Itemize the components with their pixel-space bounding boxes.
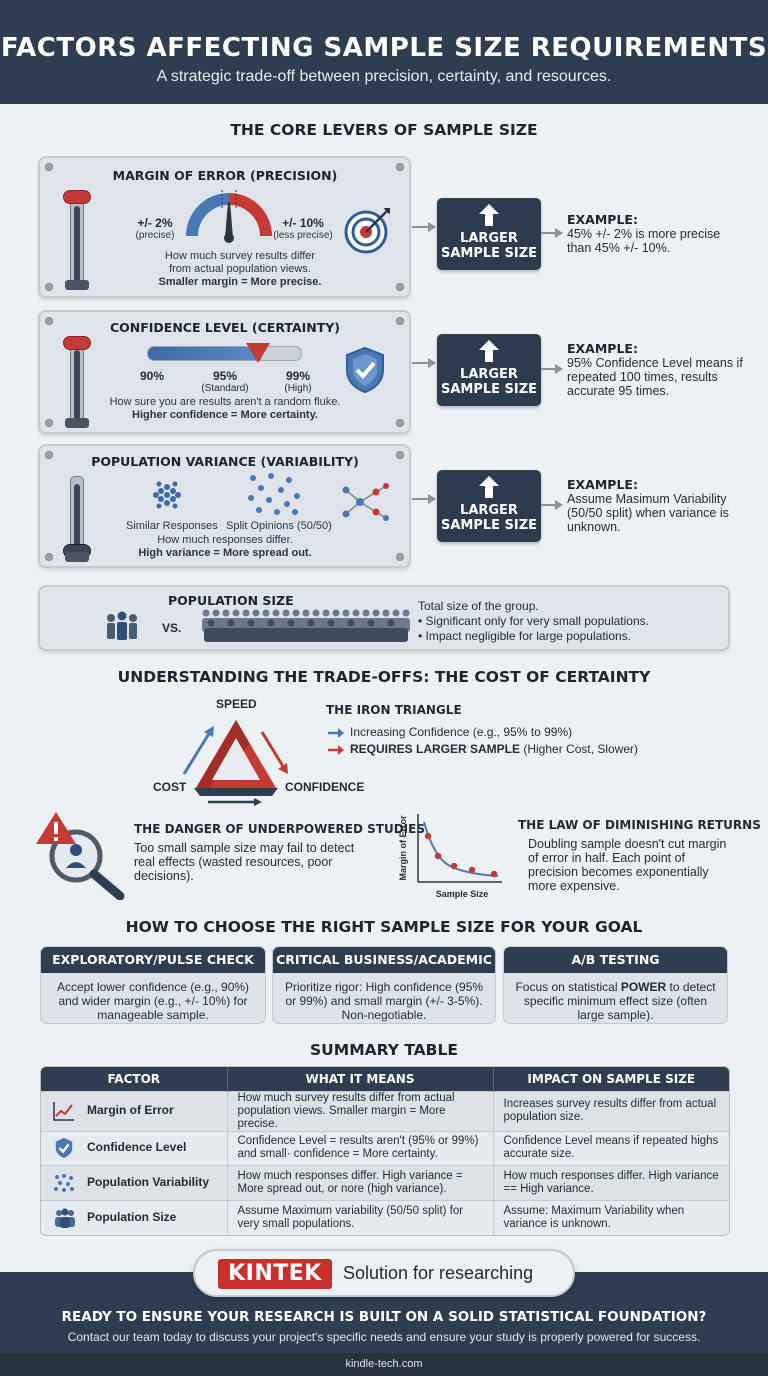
screw-icon	[396, 163, 404, 171]
confidence-slider	[147, 346, 302, 361]
factor-name: Confidence Level	[87, 1140, 187, 1155]
speed-label: SPEED	[216, 697, 257, 711]
footer-text: Contact our team today to discuss your project's specific needs and ensure your study is properly powered for success.	[67, 1330, 701, 1344]
table-cell: Assume: Maximum Variability when variance is unknown.	[493, 1200, 729, 1235]
larger-sample-box	[437, 198, 541, 270]
diminishing-returns-chart	[394, 810, 506, 902]
less-precise-note: (less precise)	[273, 230, 333, 241]
footer-url[interactable]: kindle-tech.com	[0, 1353, 768, 1376]
screw-icon	[45, 317, 53, 325]
confidence-95-note: (Standard)	[201, 383, 249, 394]
margin-desc-line: How much survey results differ	[164, 250, 316, 262]
example-label: EXAMPLE:	[567, 477, 638, 492]
small-group-icon	[104, 611, 140, 641]
confidence-level-card	[38, 310, 411, 434]
variance-card-title: POPULATION VARIANCE (VARIABILITY)	[91, 454, 359, 469]
screw-icon	[45, 283, 53, 291]
lever-icon	[62, 466, 92, 564]
arrow-right-icon	[541, 498, 563, 512]
table-cell: How much responses differ. High variance == High variance.	[493, 1166, 729, 1201]
goal-head: A/B TESTING	[504, 947, 727, 973]
goal-body: Accept lower confidence (e.g., 90%) and wider margin (e.g., +/- 10%) for manageable sample.	[56, 980, 250, 1022]
screw-icon	[396, 553, 404, 561]
law-title: THE LAW OF DIMINISHING RETURNS	[518, 818, 761, 832]
screw-icon	[45, 163, 53, 171]
variance-example-text: Assume Masimum Variability (50/50 split) when variance is unknown.	[567, 492, 729, 534]
lever-icon	[62, 188, 92, 292]
summary-table-wrapper	[40, 1066, 730, 1236]
goal-body-post: to detect specific minimum effect size (often large sample).	[523, 980, 716, 1022]
variance-desc-bold: High variance = More spread out.	[138, 547, 312, 559]
large-crowd-icon	[200, 607, 412, 643]
sample-size-label: SAMPLE SIZE	[440, 382, 538, 397]
precise-value: +/- 2%	[137, 216, 173, 230]
margin-desc-bold: Smaller margin = More precise.	[158, 276, 322, 288]
shield-check-icon	[344, 346, 386, 394]
table-cell: Increases survey results differ from actual population size.	[493, 1091, 729, 1131]
chart-x-label: Sample Size	[435, 889, 489, 899]
goal-body-pre: Focus on statistical	[515, 980, 621, 994]
arrow-right-icon	[412, 220, 436, 234]
split-opinions-label: Split Opinions (50/50)	[226, 520, 332, 532]
brand-tagline: Solution for researching	[343, 1263, 534, 1283]
table-row	[41, 1200, 729, 1235]
chart-y-label: Margin of Error	[398, 815, 408, 881]
similar-responses-label: Similar Responses	[126, 520, 218, 532]
factor-name: Margin of Error	[87, 1103, 174, 1118]
population-line: • Impact negligible for large populations.	[418, 629, 631, 643]
sample-size-label: SAMPLE SIZE	[440, 246, 538, 261]
up-arrow-icon	[479, 340, 499, 362]
danger-text: Too small sample size may fail to detect real effects (wasted resources, poor decisions).	[134, 841, 355, 883]
iron-line-2-rest: (Higher Cost, Slower)	[520, 742, 639, 756]
goal-body-bold: POWER	[620, 980, 667, 994]
goal-card-ab-testing	[503, 946, 728, 1024]
table-row	[41, 1091, 729, 1131]
iron-line-1: Increasing Confidence (e.g., 95% to 99%)	[350, 725, 573, 739]
confidence-99-note: (High)	[284, 383, 312, 394]
screw-icon	[45, 451, 53, 459]
table-row	[41, 1166, 729, 1201]
network-icon	[340, 482, 390, 522]
larger-label: LARGER	[460, 503, 518, 518]
gauge-icon	[184, 188, 274, 243]
screw-icon	[396, 317, 404, 325]
clustered-dots-icon	[148, 478, 186, 512]
goal-card-critical	[272, 946, 496, 1024]
levers-section-title: THE CORE LEVERS OF SAMPLE SIZE	[230, 121, 538, 139]
slider-marker-icon	[245, 342, 271, 364]
cost-label: COST	[153, 780, 187, 794]
larger-sample-box	[437, 470, 541, 542]
population-variance-card	[38, 444, 411, 568]
table-cell: How much responses differ. High variance = More spread out, or nore (high variance).	[227, 1166, 493, 1201]
confidence-example-text: 95% Confidence Level means if repeated 100 times, results accurate 95 times.	[567, 356, 743, 398]
confidence-card-title: CONFIDENCE LEVEL (CERTAINTY)	[109, 320, 341, 335]
iron-line-2-bold: REQUIRES LARGER SAMPLE	[350, 742, 521, 756]
header-banner	[0, 0, 768, 104]
less-precise-value: +/- 10%	[282, 216, 324, 230]
confidence-desc-line: How sure you are results aren't a random fluke.	[109, 396, 341, 408]
goal-body: Prioritize rigor: High confidence (95% or 99%) and small margin (+/- 3-5%). Non-negotiable.	[284, 980, 484, 1022]
confidence-90: 90%	[140, 369, 165, 383]
population-card-title: POPULATION SIZE	[168, 593, 294, 608]
up-arrow-icon	[479, 476, 499, 498]
margin-of-error-card	[38, 156, 411, 298]
danger-title: THE DANGER OF UNDERPOWERED STUDIES	[134, 822, 425, 836]
larger-label: LARGER	[460, 367, 518, 382]
factor-name: Population Variability	[87, 1174, 210, 1189]
population-size-card	[38, 585, 730, 651]
table-cell: Confidence Level means if repeated highs accurate size.	[493, 1131, 729, 1166]
screw-icon	[396, 419, 404, 427]
confidence-95: 95%	[212, 369, 238, 383]
vs-label: VS.	[162, 621, 182, 635]
table-cell: Confidence Level = results aren't (95% or 99%) and small· confidence = More certainty.	[227, 1131, 493, 1166]
factor-name: Population Size	[87, 1209, 177, 1224]
up-arrow-icon	[479, 204, 499, 226]
iron-triangle-icon	[180, 712, 296, 806]
larger-label: LARGER	[460, 231, 518, 246]
magnifier-warning-icon	[34, 810, 130, 900]
goal-card-exploratory	[40, 946, 266, 1024]
confidence-label: CONFIDENCE	[285, 780, 365, 794]
confidence-99: 99%	[285, 369, 311, 383]
arrow-right-icon	[541, 226, 563, 240]
table-header: WHAT IT MEANS	[227, 1067, 493, 1091]
table-cell: Assume Maximum variability (50/50 split) for very small populations.	[227, 1200, 493, 1235]
target-icon	[344, 206, 392, 254]
law-text: Doubling sample doesn't cut margin of error in half. Each point of precision becomes exponentially more expensive.	[528, 837, 727, 893]
table-row	[41, 1131, 729, 1166]
spread-dots-icon	[245, 472, 301, 516]
screw-icon	[396, 283, 404, 291]
variance-desc-line: How much responses differ.	[157, 534, 293, 546]
dots-icon	[53, 1173, 75, 1193]
page-title: FACTORS AFFECTING SAMPLE SIZE REQUIREMENTS	[0, 33, 768, 63]
summary-table	[41, 1067, 729, 1235]
sample-size-label: SAMPLE SIZE	[440, 518, 538, 533]
goals-section-title: HOW TO CHOOSE THE RIGHT SAMPLE SIZE FOR YOUR GOAL	[125, 918, 643, 936]
people-icon	[53, 1208, 77, 1228]
blue-arrow-icon	[328, 728, 344, 738]
table-header: IMPACT ON SAMPLE SIZE	[493, 1067, 729, 1091]
arrow-right-icon	[412, 492, 436, 506]
goal-head: CRITICAL BUSINESS/ACADEMIC	[273, 947, 495, 973]
margin-example-text: 45% +/- 2% is more precise than 45% +/- 10%.	[567, 227, 721, 255]
red-arrow-icon	[328, 745, 344, 755]
screw-icon	[45, 553, 53, 561]
precise-note: (precise)	[135, 230, 175, 241]
margin-card-title: MARGIN OF ERROR (PRECISION)	[112, 168, 338, 183]
goal-head: EXPLORATORY/PULSE CHECK	[41, 947, 265, 973]
screw-icon	[396, 451, 404, 459]
summary-section-title: SUMMARY TABLE	[310, 1041, 458, 1059]
table-cell: How much survey results differ from actual population views. Smaller margin = More precise.	[227, 1091, 493, 1131]
brand-pill	[193, 1249, 575, 1297]
example-label: EXAMPLE:	[567, 212, 638, 227]
page-subtitle: A strategic trade-off between precision, certainty, and resources.	[156, 68, 612, 85]
iron-triangle-title: THE IRON TRIANGLE	[326, 703, 462, 717]
tradeoffs-section-title: UNDERSTANDING THE TRADE-OFFS: THE COST OF CERTAINTY	[117, 668, 651, 686]
population-line: Total size of the group.	[418, 599, 539, 613]
larger-sample-box	[437, 334, 541, 406]
footer-cta: READY TO ENSURE YOUR RESEARCH IS BUILT ON A SOLID STATISTICAL FOUNDATION?	[61, 1309, 707, 1325]
lever-icon	[62, 332, 92, 430]
kintek-logo: KINTEK	[218, 1259, 332, 1289]
arrow-right-icon	[412, 356, 436, 370]
confidence-desc-bold: Higher confidence = More certainty.	[132, 409, 318, 421]
line-chart-icon	[53, 1101, 75, 1121]
arrow-right-icon	[541, 362, 563, 376]
shield-check-icon	[53, 1137, 75, 1159]
table-header: FACTOR	[41, 1067, 227, 1091]
population-line: • Significant only for very small populations.	[418, 614, 649, 628]
margin-desc-line: from actual population views.	[169, 263, 311, 275]
example-label: EXAMPLE:	[567, 341, 638, 356]
screw-icon	[45, 419, 53, 427]
